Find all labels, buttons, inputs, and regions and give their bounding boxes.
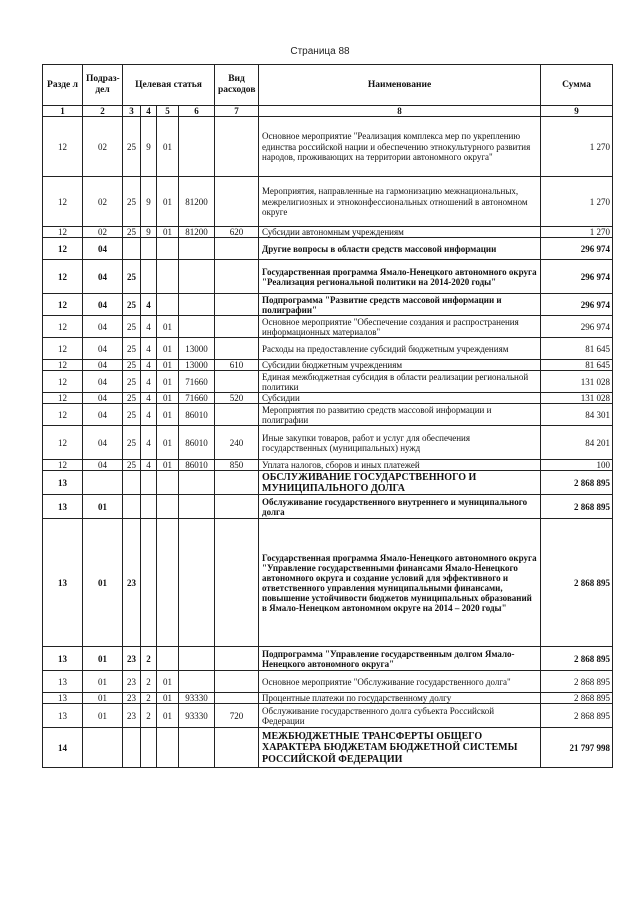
- cell-celevaya-4: [179, 117, 215, 177]
- cell-vid-rashodov: [215, 647, 259, 671]
- cell-celevaya-4: 93330: [179, 704, 215, 728]
- cell-celevaya-1: 23: [123, 693, 141, 704]
- cell-summa: 81 645: [541, 360, 613, 371]
- cell-celevaya-1: 25: [123, 260, 141, 294]
- cell-celevaya-1: 25: [123, 117, 141, 177]
- cell-razdel: 12: [43, 177, 83, 227]
- col-number: 6: [179, 106, 215, 117]
- cell-podrazdel: 04: [83, 460, 123, 471]
- cell-celevaya-4: 13000: [179, 338, 215, 360]
- col-number: 7: [215, 106, 259, 117]
- cell-summa: 1 270: [541, 177, 613, 227]
- cell-celevaya-4: [179, 647, 215, 671]
- cell-summa: 100: [541, 460, 613, 471]
- cell-podrazdel: 04: [83, 238, 123, 260]
- cell-celevaya-4: [179, 495, 215, 519]
- cell-celevaya-2: 4: [141, 338, 157, 360]
- cell-vid-rashodov: 610: [215, 360, 259, 371]
- cell-naimenovanie: Основное мероприятие "Обеспечение создания и распространения информационных материалов": [259, 316, 541, 338]
- cell-vid-rashodov: [215, 671, 259, 693]
- cell-naimenovanie: Расходы на предоставление субсидий бюджетным учреждениям: [259, 338, 541, 360]
- cell-summa: 2 868 895: [541, 495, 613, 519]
- cell-podrazdel: 04: [83, 338, 123, 360]
- table-row: [43, 671, 613, 693]
- cell-summa: 2 868 895: [541, 704, 613, 728]
- cell-naimenovanie: Мероприятия по развитию средств массовой информации и полиграфии: [259, 404, 541, 426]
- cell-summa: 2 868 895: [541, 471, 613, 495]
- cell-razdel: 13: [43, 671, 83, 693]
- cell-celevaya-2: 4: [141, 393, 157, 404]
- table-body: [43, 117, 613, 768]
- cell-podrazdel: 01: [83, 693, 123, 704]
- table-row: [43, 227, 613, 238]
- cell-celevaya-4: [179, 471, 215, 495]
- cell-podrazdel: 02: [83, 117, 123, 177]
- cell-summa: 84 301: [541, 404, 613, 426]
- cell-celevaya-2: 2: [141, 671, 157, 693]
- table-row: [43, 519, 613, 647]
- cell-celevaya-1: 25: [123, 404, 141, 426]
- cell-podrazdel: 04: [83, 360, 123, 371]
- header-celevaya-statya: Целевая статья: [123, 65, 215, 106]
- col-number: 5: [157, 106, 179, 117]
- cell-celevaya-1: 23: [123, 519, 141, 647]
- cell-naimenovanie: Другие вопросы в области средств массовой информации: [259, 238, 541, 260]
- table-row: [43, 177, 613, 227]
- cell-podrazdel: 02: [83, 177, 123, 227]
- cell-razdel: 12: [43, 117, 83, 177]
- cell-vid-rashodov: 850: [215, 460, 259, 471]
- cell-vid-rashodov: [215, 260, 259, 294]
- cell-celevaya-3: 01: [157, 393, 179, 404]
- cell-summa: 131 028: [541, 393, 613, 404]
- cell-celevaya-4: 86010: [179, 460, 215, 471]
- cell-celevaya-1: 25: [123, 177, 141, 227]
- cell-razdel: 13: [43, 647, 83, 671]
- cell-celevaya-3: 01: [157, 671, 179, 693]
- cell-celevaya-4: [179, 238, 215, 260]
- cell-summa: 2 868 895: [541, 647, 613, 671]
- cell-podrazdel: 04: [83, 316, 123, 338]
- col-number: 8: [259, 106, 541, 117]
- cell-razdel: 12: [43, 371, 83, 393]
- cell-celevaya-3: 01: [157, 338, 179, 360]
- cell-celevaya-4: 71660: [179, 371, 215, 393]
- cell-celevaya-3: 01: [157, 704, 179, 728]
- cell-summa: 296 974: [541, 260, 613, 294]
- cell-celevaya-3: 01: [157, 426, 179, 460]
- cell-naimenovanie: Единая межбюджетная субсидия в области реализации региональной политики: [259, 371, 541, 393]
- cell-naimenovanie: ОБСЛУЖИВАНИЕ ГОСУДАРСТВЕННОГО И МУНИЦИПАЛЬНОГО ДОЛГА: [259, 471, 541, 495]
- cell-celevaya-2: 2: [141, 693, 157, 704]
- cell-celevaya-1: 23: [123, 647, 141, 671]
- cell-podrazdel: 01: [83, 647, 123, 671]
- cell-celevaya-4: 81200: [179, 177, 215, 227]
- cell-celevaya-3: [157, 728, 179, 768]
- table-row: [43, 471, 613, 495]
- table-row: [43, 371, 613, 393]
- cell-vid-rashodov: [215, 371, 259, 393]
- cell-celevaya-1: 25: [123, 460, 141, 471]
- cell-summa: 2 868 895: [541, 693, 613, 704]
- cell-celevaya-4: 86010: [179, 426, 215, 460]
- cell-celevaya-2: 9: [141, 117, 157, 177]
- col-number: 3: [123, 106, 141, 117]
- cell-razdel: 12: [43, 238, 83, 260]
- cell-naimenovanie: Иные закупки товаров, работ и услуг для обеспечения государственных (муниципальных) нужд: [259, 426, 541, 460]
- table-row: [43, 238, 613, 260]
- cell-summa: 2 868 895: [541, 519, 613, 647]
- cell-celevaya-2: 2: [141, 647, 157, 671]
- cell-razdel: 12: [43, 404, 83, 426]
- cell-celevaya-2: 4: [141, 460, 157, 471]
- cell-celevaya-4: [179, 519, 215, 647]
- cell-razdel: 12: [43, 260, 83, 294]
- table-row: [43, 260, 613, 294]
- table-row: [43, 393, 613, 404]
- header-razdel: Разде л: [43, 65, 83, 106]
- table-row: [43, 404, 613, 426]
- cell-vid-rashodov: [215, 238, 259, 260]
- column-number-row: [43, 106, 613, 117]
- cell-celevaya-1: 25: [123, 227, 141, 238]
- cell-celevaya-4: 81200: [179, 227, 215, 238]
- table-row: [43, 338, 613, 360]
- col-number: 9: [541, 106, 613, 117]
- table-row: [43, 360, 613, 371]
- cell-summa: 296 974: [541, 238, 613, 260]
- cell-celevaya-3: [157, 519, 179, 647]
- table-row: [43, 704, 613, 728]
- cell-razdel: 12: [43, 426, 83, 460]
- cell-celevaya-2: 2: [141, 704, 157, 728]
- table-row: [43, 117, 613, 177]
- cell-podrazdel: [83, 728, 123, 768]
- cell-naimenovanie: Субсидии: [259, 393, 541, 404]
- cell-celevaya-1: [123, 728, 141, 768]
- cell-celevaya-1: 25: [123, 426, 141, 460]
- cell-naimenovanie: Субсидии бюджетным учреждениям: [259, 360, 541, 371]
- cell-naimenovanie: Обслуживание государственного долга субъекта Российской Федерации: [259, 704, 541, 728]
- cell-celevaya-3: [157, 260, 179, 294]
- cell-vid-rashodov: [215, 294, 259, 316]
- cell-celevaya-1: 25: [123, 393, 141, 404]
- cell-celevaya-4: 13000: [179, 360, 215, 371]
- cell-vid-rashodov: [215, 728, 259, 768]
- cell-celevaya-3: 01: [157, 460, 179, 471]
- cell-celevaya-3: 01: [157, 404, 179, 426]
- cell-razdel: 14: [43, 728, 83, 768]
- table-row: [43, 693, 613, 704]
- cell-celevaya-2: [141, 238, 157, 260]
- header-vid-rashodov: Вид расходов: [215, 65, 259, 106]
- cell-podrazdel: 04: [83, 371, 123, 393]
- cell-summa: 1 270: [541, 227, 613, 238]
- cell-vid-rashodov: [215, 519, 259, 647]
- cell-razdel: 12: [43, 360, 83, 371]
- header-row: [43, 65, 613, 106]
- cell-vid-rashodov: 720: [215, 704, 259, 728]
- cell-celevaya-4: [179, 728, 215, 768]
- cell-naimenovanie: Процентные платежи по государственному долгу: [259, 693, 541, 704]
- cell-razdel: 12: [43, 460, 83, 471]
- cell-celevaya-2: [141, 260, 157, 294]
- cell-celevaya-3: [157, 495, 179, 519]
- cell-summa: 1 270: [541, 117, 613, 177]
- cell-celevaya-1: [123, 495, 141, 519]
- cell-vid-rashodov: 520: [215, 393, 259, 404]
- cell-summa: 296 974: [541, 316, 613, 338]
- cell-summa: 21 797 998: [541, 728, 613, 768]
- table-row: [43, 426, 613, 460]
- cell-celevaya-2: 4: [141, 316, 157, 338]
- cell-celevaya-2: 4: [141, 404, 157, 426]
- cell-naimenovanie: Мероприятия, направленные на гармонизацию межнациональных, межрелигиозных и этноконфессиональных отношений в автономном округе: [259, 177, 541, 227]
- cell-vid-rashodov: [215, 177, 259, 227]
- cell-celevaya-2: [141, 471, 157, 495]
- table-row: [43, 316, 613, 338]
- table-row: [43, 495, 613, 519]
- cell-summa: 2 868 895: [541, 671, 613, 693]
- cell-celevaya-3: 01: [157, 316, 179, 338]
- cell-podrazdel: 04: [83, 393, 123, 404]
- cell-podrazdel: 01: [83, 704, 123, 728]
- cell-celevaya-1: 25: [123, 371, 141, 393]
- cell-vid-rashodov: [215, 495, 259, 519]
- cell-razdel: 12: [43, 316, 83, 338]
- cell-celevaya-1: 23: [123, 704, 141, 728]
- cell-celevaya-4: 86010: [179, 404, 215, 426]
- cell-celevaya-2: [141, 519, 157, 647]
- cell-naimenovanie: Государственная программа Ямало-Ненецкого автономного округа "Реализация региональной политики на 2014-2020 годы": [259, 260, 541, 294]
- cell-naimenovanie: Уплата налогов, сборов и иных платежей: [259, 460, 541, 471]
- cell-celevaya-2: 4: [141, 360, 157, 371]
- page-number: Страница 88: [290, 46, 350, 57]
- table-row: [43, 294, 613, 316]
- cell-summa: 81 645: [541, 338, 613, 360]
- cell-celevaya-4: [179, 294, 215, 316]
- cell-podrazdel: 04: [83, 404, 123, 426]
- cell-celevaya-1: 25: [123, 338, 141, 360]
- cell-celevaya-3: 01: [157, 117, 179, 177]
- cell-naimenovanie: Подпрограмма "Управление государственным долгом Ямало-Ненецкого автономного округа": [259, 647, 541, 671]
- cell-naimenovanie: Основное мероприятие "Обслуживание государственного долга": [259, 671, 541, 693]
- cell-podrazdel: 04: [83, 260, 123, 294]
- cell-vid-rashodov: [215, 404, 259, 426]
- cell-podrazdel: 04: [83, 294, 123, 316]
- cell-vid-rashodov: [215, 338, 259, 360]
- cell-razdel: 13: [43, 471, 83, 495]
- cell-celevaya-4: 71660: [179, 393, 215, 404]
- cell-naimenovanie: МЕЖБЮДЖЕТНЫЕ ТРАНСФЕРТЫ ОБЩЕГО ХАРАКТЕРА БЮДЖЕТАМ БЮДЖЕТНОЙ СИСТЕМЫ РОССИЙСКОЙ ФЕДЕРАЦИИ: [259, 728, 541, 768]
- cell-naimenovanie: Подпрограмма "Развитие средств массовой информации и полиграфии": [259, 294, 541, 316]
- header-naimenovanie: Наименование: [259, 65, 541, 106]
- cell-naimenovanie: Государственная программа Ямало-Ненецкого автономного округа "Управление государственными финансами Ямало-Ненецкого автономного округа и создание условий для эффективного и ответственного управления муниципальными финансами, повышение устойчивости бюджетов муниципальных образований в Ямало-Ненецком автономном округе на 2014 – 2020 годы": [259, 519, 541, 647]
- cell-naimenovanie: Обслуживание государственного внутреннего и муниципального долга: [259, 495, 541, 519]
- cell-celevaya-3: 01: [157, 360, 179, 371]
- table-row: [43, 460, 613, 471]
- cell-summa: 84 201: [541, 426, 613, 460]
- cell-celevaya-1: 23: [123, 671, 141, 693]
- cell-podrazdel: 01: [83, 495, 123, 519]
- cell-podrazdel: [83, 471, 123, 495]
- cell-vid-rashodov: [215, 693, 259, 704]
- cell-celevaya-1: 25: [123, 316, 141, 338]
- cell-razdel: 13: [43, 519, 83, 647]
- cell-celevaya-3: [157, 238, 179, 260]
- cell-razdel: 13: [43, 495, 83, 519]
- cell-razdel: 12: [43, 227, 83, 238]
- cell-vid-rashodov: [215, 471, 259, 495]
- table-row: [43, 728, 613, 768]
- cell-celevaya-4: [179, 260, 215, 294]
- cell-podrazdel: 04: [83, 426, 123, 460]
- cell-podrazdel: 02: [83, 227, 123, 238]
- cell-razdel: 13: [43, 704, 83, 728]
- cell-summa: 296 974: [541, 294, 613, 316]
- cell-naimenovanie: Основное мероприятие "Реализация комплекса мер по укреплению единства российской нации и обеспечению этнокультурного развития народов, проживающих на территории автономного округа": [259, 117, 541, 177]
- cell-naimenovanie: Субсидии автономным учреждениям: [259, 227, 541, 238]
- col-number: 2: [83, 106, 123, 117]
- cell-celevaya-3: [157, 647, 179, 671]
- cell-razdel: 12: [43, 294, 83, 316]
- cell-celevaya-2: [141, 495, 157, 519]
- cell-razdel: 12: [43, 393, 83, 404]
- cell-razdel: 12: [43, 338, 83, 360]
- cell-celevaya-3: 01: [157, 693, 179, 704]
- col-number: 4: [141, 106, 157, 117]
- cell-celevaya-4: [179, 671, 215, 693]
- cell-celevaya-2: 4: [141, 294, 157, 316]
- cell-celevaya-1: 25: [123, 360, 141, 371]
- cell-celevaya-2: 9: [141, 227, 157, 238]
- cell-celevaya-3: [157, 471, 179, 495]
- cell-podrazdel: 01: [83, 671, 123, 693]
- cell-celevaya-2: 4: [141, 426, 157, 460]
- cell-vid-rashodov: 620: [215, 227, 259, 238]
- cell-celevaya-2: 4: [141, 371, 157, 393]
- cell-celevaya-4: [179, 316, 215, 338]
- header-summa: Сумма: [541, 65, 613, 106]
- cell-celevaya-3: 01: [157, 371, 179, 393]
- cell-celevaya-1: 25: [123, 294, 141, 316]
- cell-celevaya-1: [123, 238, 141, 260]
- cell-razdel: 13: [43, 693, 83, 704]
- header-podrazdel: Подраз- дел: [83, 65, 123, 106]
- cell-celevaya-3: 01: [157, 177, 179, 227]
- cell-celevaya-2: 9: [141, 177, 157, 227]
- cell-celevaya-1: [123, 471, 141, 495]
- budget-table: [42, 64, 613, 768]
- cell-vid-rashodov: [215, 316, 259, 338]
- col-number: 1: [43, 106, 83, 117]
- cell-celevaya-2: [141, 728, 157, 768]
- cell-celevaya-4: 93330: [179, 693, 215, 704]
- table-row: [43, 647, 613, 671]
- cell-celevaya-3: [157, 294, 179, 316]
- cell-vid-rashodov: 240: [215, 426, 259, 460]
- cell-celevaya-3: 01: [157, 227, 179, 238]
- cell-vid-rashodov: [215, 117, 259, 177]
- cell-podrazdel: 01: [83, 519, 123, 647]
- cell-summa: 131 028: [541, 371, 613, 393]
